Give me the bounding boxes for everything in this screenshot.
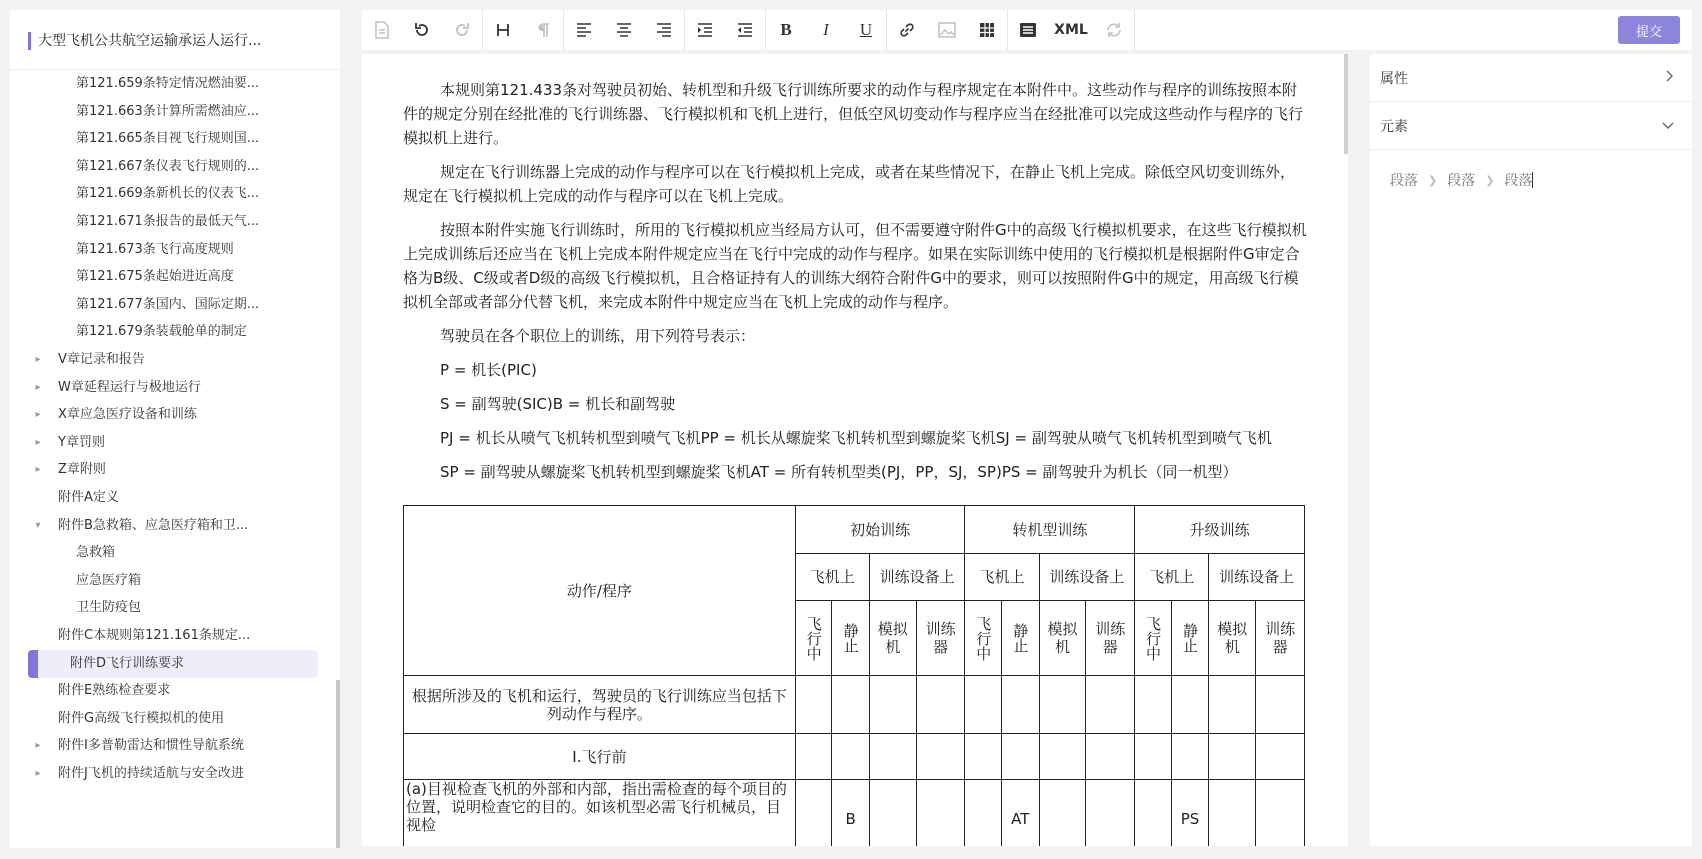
outdent-icon[interactable] xyxy=(725,10,765,50)
table-cell[interactable]: PS xyxy=(1171,780,1209,847)
sidebar-item[interactable] xyxy=(10,263,330,291)
sidebar-item[interactable] xyxy=(10,760,330,788)
table-row xyxy=(404,676,1305,734)
table-cell[interactable] xyxy=(832,676,869,734)
caret-right-icon[interactable]: ▸ xyxy=(35,464,41,476)
table-cell[interactable] xyxy=(1256,676,1305,734)
leaf-header-label: 静止 xyxy=(841,623,860,653)
leaf-header[interactable] xyxy=(1039,601,1086,676)
sidebar-item-label: 第121.669条新机长的仪表飞... xyxy=(76,186,260,202)
sidebar-item-label: 第121.663条计算所需燃油应... xyxy=(76,103,260,119)
table-cell[interactable] xyxy=(1135,780,1172,847)
sidebar-item[interactable] xyxy=(10,622,330,650)
sidebar-item[interactable] xyxy=(10,180,330,208)
leaf-header[interactable] xyxy=(1256,601,1305,676)
table-row xyxy=(404,780,1305,847)
undo-icon[interactable] xyxy=(402,10,442,50)
row-label-cell[interactable]: 根据所涉及的飞机和运行，驾驶员的飞行训练应当包括下列动作与程序。 xyxy=(404,676,796,734)
table-body xyxy=(404,676,1305,847)
text-cursor xyxy=(1532,172,1533,188)
table-icon[interactable] xyxy=(967,10,1007,50)
table-cell[interactable] xyxy=(965,734,1002,780)
leaf-header[interactable] xyxy=(965,601,1002,676)
leaf-header[interactable] xyxy=(1209,601,1256,676)
sidebar-item[interactable] xyxy=(28,650,318,678)
subgroup-header[interactable]: 飞机上 xyxy=(965,554,1039,601)
document-title-text: 大型飞机公共航空运输承运人运行... xyxy=(38,32,262,49)
table-cell[interactable] xyxy=(1209,780,1256,847)
leaf-header-label: 训练器 xyxy=(1095,620,1126,656)
properties-panel xyxy=(1370,54,1692,846)
table-cell[interactable] xyxy=(1039,676,1086,734)
leaf-header-label: 模拟机 xyxy=(1047,620,1078,656)
table-cell[interactable] xyxy=(1039,780,1086,847)
table-cell[interactable] xyxy=(965,780,1002,847)
sidebar-item-label: 第121.659条特定情况燃油要... xyxy=(76,76,260,91)
table-cell[interactable] xyxy=(1039,734,1086,780)
list-table-icon[interactable] xyxy=(1008,10,1048,50)
chevron-right-icon: ❯ xyxy=(1428,173,1438,187)
redo-icon[interactable] xyxy=(442,10,482,50)
group-header-transition[interactable]: 转机型训练 xyxy=(965,506,1135,554)
sidebar-item[interactable] xyxy=(10,318,330,346)
caret-right-icon[interactable]: ▸ xyxy=(35,768,41,779)
sidebar-item-label: 第121.679条装载舱单的制定 xyxy=(76,324,247,340)
breadcrumb-item[interactable]: 段落 xyxy=(1504,173,1533,189)
document-body[interactable] xyxy=(403,78,1307,846)
document-icon[interactable] xyxy=(362,10,402,50)
sidebar-item-label: 第121.673条飞行高度规则 xyxy=(76,241,234,257)
leaf-header[interactable] xyxy=(1135,601,1172,676)
paragraph-icon[interactable] xyxy=(523,10,563,50)
subgroup-header[interactable]: 训练设备上 xyxy=(1209,554,1305,601)
group-header-upgrade[interactable]: 升级训练 xyxy=(1135,506,1305,554)
sidebar-item[interactable] xyxy=(10,374,330,402)
italic-icon[interactable]: I xyxy=(823,20,829,39)
table-cell[interactable] xyxy=(1256,780,1305,847)
table-cell[interactable] xyxy=(1002,676,1040,734)
sidebar-item[interactable] xyxy=(10,456,330,484)
sidebar-item[interactable] xyxy=(10,567,330,595)
leaf-header[interactable] xyxy=(916,601,965,676)
leaf-header-label: 模拟机 xyxy=(877,620,908,656)
sidebar-item[interactable] xyxy=(10,732,330,760)
sidebar-item[interactable] xyxy=(10,236,330,264)
caret-right-icon[interactable]: ▸ xyxy=(35,740,41,752)
sidebar-item[interactable] xyxy=(10,705,330,733)
submit-button[interactable]: 提交 xyxy=(1618,16,1680,44)
sidebar-item-label: 第121.675条起始进近高度 xyxy=(76,269,234,285)
image-icon[interactable] xyxy=(927,10,967,50)
element-breadcrumb xyxy=(1370,150,1692,190)
caret-right-icon[interactable]: ▸ xyxy=(35,436,41,448)
sidebar-item-label: 附件C本规则第121.161条规定... xyxy=(58,628,251,643)
editor-toolbar xyxy=(362,10,1692,50)
table-cell[interactable] xyxy=(795,676,832,734)
caret-right-icon[interactable]: ▸ xyxy=(35,409,41,421)
format-group xyxy=(766,10,887,50)
leaf-header-label: 静止 xyxy=(1011,623,1030,653)
table-cell[interactable] xyxy=(916,780,965,847)
leaf-header[interactable] xyxy=(1002,601,1040,676)
xml-button[interactable]: XML xyxy=(1054,22,1088,38)
bold-icon[interactable]: B xyxy=(780,20,792,39)
paragraph[interactable]: 按照本附件实施飞行训练时，所用的飞行模拟机应当经局方认可，但不需要遵守附件G中的高级飞行模拟机要求，在这些飞行模拟机上完成训练后还应当在飞机上完成本附件规定应当在飞行中完成的动作与程序。如果在实际训练中使用的飞行模拟机是根据附件G审定合格为B级、C级或者D级的高级飞行模拟机，且合格证持有人的训练大纲符合附件G中的要求，则可以按照附件G中的规定，用高级飞行模拟机全部或者部分代替飞机，来完成本附件中规定应当在飞机上完成的动作与程序。 xyxy=(403,221,1307,311)
refresh-icon[interactable] xyxy=(1094,10,1134,50)
sidebar-item-label: 附件J飞机的持续适航与安全改进 xyxy=(58,766,244,781)
table-cell[interactable] xyxy=(1135,734,1172,780)
sidebar-item-label: 附件E熟练检查要求 xyxy=(58,683,171,699)
paragraph[interactable]: PJ = 机长从喷气飞机转机型到喷气飞机PP = 机长从螺旋桨飞机转机型到螺旋桨飞机SJ = 副驾驶从喷气飞机转机型到喷气飞机 xyxy=(440,429,1272,447)
training-table[interactable] xyxy=(403,505,1305,846)
leaf-header-label: 训练器 xyxy=(925,620,956,656)
sidebar-item[interactable] xyxy=(10,484,330,512)
document-title[interactable] xyxy=(10,10,340,70)
leaf-header-label: 飞行中 xyxy=(804,615,823,661)
properties-section[interactable] xyxy=(1370,54,1692,102)
underline-icon[interactable]: U xyxy=(859,20,873,39)
sidebar-item-label: 应急医疗箱 xyxy=(76,572,142,588)
align-center-icon[interactable] xyxy=(604,10,644,50)
sidebar-item-label: V章记录和报告 xyxy=(58,352,145,367)
leaf-header[interactable] xyxy=(1171,601,1209,676)
subgroup-header[interactable]: 飞机上 xyxy=(795,554,869,601)
breadcrumb-item[interactable]: 段落 xyxy=(1447,173,1476,189)
row-label-cell[interactable]: I.飞行前 xyxy=(404,734,796,780)
chevron-right-icon xyxy=(1664,70,1674,86)
sidebar-item-label: 附件B急救箱、应急医疗箱和卫... xyxy=(58,517,249,533)
sidebar-item[interactable] xyxy=(10,539,330,567)
sidebar-item[interactable] xyxy=(10,677,330,705)
sidebar-item-label: 附件G高级飞行模拟机的使用 xyxy=(58,710,225,726)
sidebar-item-label: 附件I多普勒雷达和惯性导航系统 xyxy=(58,738,244,754)
table-cell[interactable]: AT xyxy=(1002,780,1040,847)
sidebar-item-label: Y章罚则 xyxy=(58,434,105,450)
sidebar-item[interactable] xyxy=(10,512,330,540)
table-cell[interactable] xyxy=(1086,734,1135,780)
sidebar-item[interactable] xyxy=(10,346,330,374)
sidebar-item-label: 第121.671条报告的最低天气... xyxy=(76,214,260,229)
table-cell[interactable] xyxy=(1086,780,1135,847)
paragraph[interactable]: 本规则第121.433条对驾驶员初始、转机型和升级飞行训练所要求的动作与程序规定在本附件中。这些动作与程序的训练按照本附件的规定分别在经批准的飞行训练器、飞行模拟机和飞机上进行，但低空风切变动作与程序应当在经批准可以完成这些动作与程序的飞行模拟机上进行。 xyxy=(403,81,1304,147)
leaf-header-label: 飞行中 xyxy=(974,615,993,661)
sidebar-item[interactable] xyxy=(10,401,330,429)
table-cell[interactable] xyxy=(832,734,869,780)
sidebar-item-label: 附件A定义 xyxy=(58,490,119,505)
leaf-header-label: 飞行中 xyxy=(1143,615,1162,661)
sidebar-item[interactable] xyxy=(10,208,330,236)
properties-label: 属性 xyxy=(1380,70,1408,87)
table-cell[interactable] xyxy=(1171,676,1209,734)
sidebar-item[interactable] xyxy=(10,153,330,181)
subgroup-header[interactable]: 训练设备上 xyxy=(1039,554,1135,601)
leaf-header[interactable] xyxy=(832,601,869,676)
paragraph-list xyxy=(403,78,1307,484)
table-cell[interactable] xyxy=(1256,734,1305,780)
sidebar-item[interactable] xyxy=(10,429,330,457)
sidebar-scrollbar[interactable] xyxy=(336,680,340,848)
subgroup-header[interactable]: 飞机上 xyxy=(1135,554,1209,601)
sidebar-item-label: Z章附则 xyxy=(58,462,106,478)
sidebar-item-label: 第121.667条仪表飞行规则的... xyxy=(76,158,260,174)
table-cell[interactable] xyxy=(1002,734,1040,780)
insert-group xyxy=(887,10,1008,50)
sidebar-item-label: 第121.677条国内、国际定期... xyxy=(76,296,260,312)
table-cell[interactable] xyxy=(869,780,916,847)
sidebar-item-label: 卫生防疫包 xyxy=(76,600,142,616)
group-header-initial[interactable]: 初始训练 xyxy=(795,506,965,554)
paragraph[interactable]: SP = 副驾驶从螺旋桨飞机转机型到螺旋桨飞机AT = 所有转机型类(PJ，PP，SJ，SP)PS = 副驾驶升为机长（同一机型） xyxy=(440,463,1238,481)
table-cell[interactable] xyxy=(965,676,1002,734)
subgroup-header[interactable]: 训练设备上 xyxy=(869,554,965,601)
align-left-icon[interactable] xyxy=(564,10,604,50)
sidebar-item[interactable] xyxy=(10,125,330,153)
table-cell[interactable] xyxy=(1086,676,1135,734)
link-icon[interactable] xyxy=(887,10,927,50)
sidebar-item[interactable] xyxy=(10,98,330,126)
heading-group xyxy=(483,10,564,50)
sidebar-item[interactable] xyxy=(10,291,330,319)
table-cell[interactable] xyxy=(916,676,965,734)
paragraph[interactable]: 驾驶员在各个职位上的训练，用下列符号表示： xyxy=(440,327,756,345)
leaf-header[interactable] xyxy=(869,601,916,676)
indent-icon[interactable] xyxy=(685,10,725,50)
paragraph[interactable]: P = 机长(PIC) xyxy=(440,361,537,379)
table-cell[interactable]: B xyxy=(832,780,869,847)
chevron-down-icon xyxy=(1662,118,1674,134)
table-cell[interactable] xyxy=(1209,734,1256,780)
leaf-header-label: 模拟机 xyxy=(1217,620,1248,656)
document-editor[interactable] xyxy=(362,54,1348,846)
table-cell[interactable] xyxy=(795,780,832,847)
indent-group xyxy=(685,10,766,50)
sidebar-item-label: 急救箱 xyxy=(76,545,116,561)
outline-sidebar xyxy=(10,10,340,848)
align-group xyxy=(564,10,685,50)
sidebar-item[interactable] xyxy=(10,594,330,622)
align-right-icon[interactable] xyxy=(644,10,684,50)
caret-right-icon[interactable]: ▸ xyxy=(35,381,41,393)
caret-down-icon[interactable]: ▾ xyxy=(35,519,41,531)
table-cell[interactable] xyxy=(1171,734,1209,780)
editor-scrollbar[interactable] xyxy=(1344,54,1348,154)
extra-group xyxy=(1008,10,1135,50)
sidebar-item[interactable] xyxy=(10,70,330,98)
elements-section[interactable] xyxy=(1370,102,1692,150)
breadcrumb-item[interactable]: 段落 xyxy=(1390,173,1418,189)
elements-label: 元素 xyxy=(1380,118,1408,135)
table-cell[interactable] xyxy=(869,734,916,780)
leaf-header[interactable] xyxy=(1086,601,1135,676)
table-row xyxy=(404,734,1305,780)
sidebar-item-label: 第121.665条目视飞行规则国... xyxy=(76,131,260,147)
table-cell[interactable] xyxy=(916,734,965,780)
table-cell[interactable] xyxy=(1209,676,1256,734)
row-header-cell[interactable]: 动作/程序 xyxy=(404,506,796,676)
table-cell[interactable] xyxy=(1135,676,1172,734)
history-group xyxy=(362,10,483,50)
leaf-header[interactable] xyxy=(795,601,832,676)
paragraph[interactable]: 规定在飞行训练器上完成的动作与程序可以在飞行模拟机上完成，或者在某些情况下，在静止飞机上完成。除低空风切变训练外，规定在飞行模拟机上完成的动作与程序可以在飞机上完成。 xyxy=(403,163,1296,205)
leaf-header-label: 静止 xyxy=(1181,623,1200,653)
chevron-right-icon: ❯ xyxy=(1485,173,1495,187)
sidebar-item-label: X章应急医疗设备和训练 xyxy=(58,407,197,423)
caret-right-icon[interactable]: ▸ xyxy=(35,354,41,365)
sidebar-item-label: 附件D飞行训练要求 xyxy=(70,655,185,671)
sidebar-item-label: W章延程运行与极地运行 xyxy=(58,379,201,395)
table-cell[interactable] xyxy=(795,734,832,780)
table-cell[interactable] xyxy=(869,676,916,734)
heading-icon[interactable] xyxy=(483,10,523,50)
leaf-header-label: 训练器 xyxy=(1265,620,1296,656)
row-label-cell[interactable]: (a)目视检查飞机的外部和内部，指出需检查的每个项目的位置，说明检查它的目的。如该机型必需飞行机械员，目视检 xyxy=(404,780,796,847)
paragraph[interactable]: S = 副驾驶(SIC)B = 机长和副驾驶 xyxy=(440,395,676,413)
